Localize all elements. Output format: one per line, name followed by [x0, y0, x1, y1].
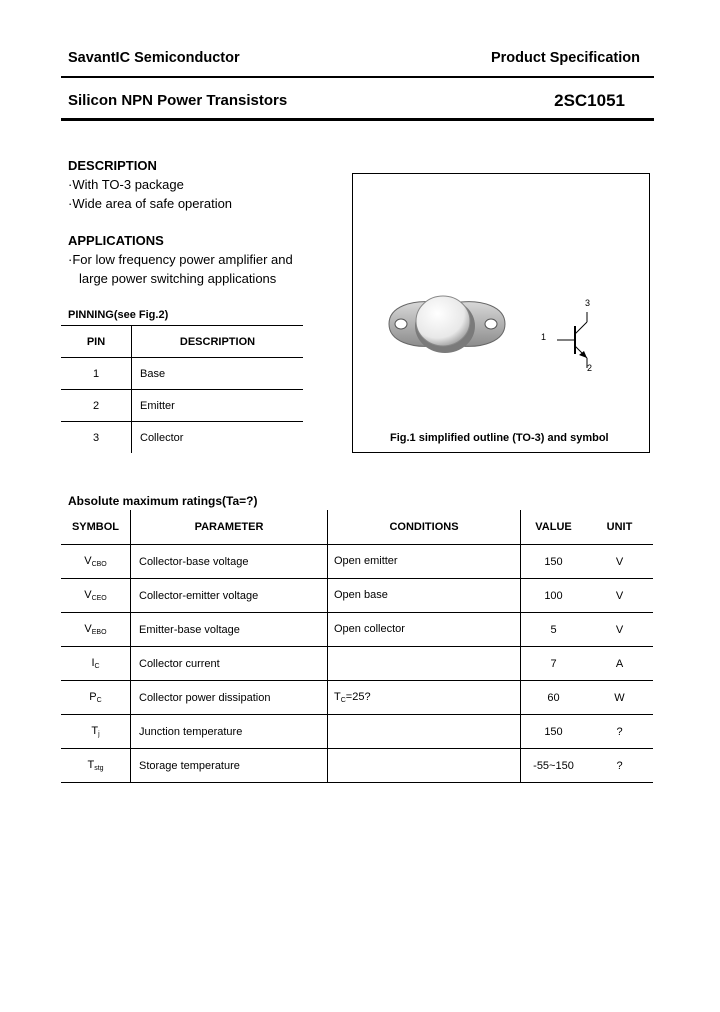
symbol-cell: $V_{CBO}$	[61, 545, 131, 579]
company-name: SavantIC Semiconductor	[68, 50, 240, 66]
parameter-column-header: PARAMETER	[131, 510, 328, 545]
table-row	[61, 422, 303, 454]
figure-caption: Fig.1 simplified outline (TO-3) and symbol	[390, 432, 609, 444]
table-row	[61, 390, 303, 422]
pin-number: 3	[61, 422, 132, 454]
pin-label-emitter: 2	[587, 363, 593, 373]
conditions-cell	[328, 647, 521, 681]
value-cell: 60	[521, 681, 587, 715]
symbol-cell: $V_{CEO}$	[61, 579, 131, 613]
unit-cell: V	[586, 545, 653, 579]
description-column-header: DESCRIPTION	[132, 326, 304, 358]
conditions-cell: Open base	[328, 579, 521, 613]
symbol-cell: $T_j$	[61, 715, 131, 749]
product-line: Silicon NPN Power Transistors	[68, 92, 288, 109]
unit-cell: V	[586, 579, 653, 613]
symbol-cell: $I_C$	[61, 647, 131, 681]
part-number: 2SC1051	[554, 91, 625, 110]
description-heading: DESCRIPTION	[68, 158, 157, 173]
pin-description: Emitter	[132, 390, 304, 422]
value-column-header: VALUE	[521, 510, 587, 545]
pin-description: Base	[132, 358, 304, 390]
applications-line: large power switching applications	[79, 271, 277, 286]
figure-box	[352, 173, 650, 453]
parameter-cell: Collector-emitter voltage	[131, 579, 328, 613]
applications-heading: APPLICATIONS	[68, 233, 164, 248]
conditions-cell: Open emitter	[328, 545, 521, 579]
unit-cell: A	[586, 647, 653, 681]
table-row	[61, 749, 653, 783]
value-cell: 150	[521, 545, 587, 579]
table-row	[61, 613, 653, 647]
pin-column-header: PIN	[61, 326, 132, 358]
pin-number: 2	[61, 390, 132, 422]
pinning-table	[61, 325, 303, 453]
parameter-cell: Collector-base voltage	[131, 545, 328, 579]
table-row	[61, 681, 653, 715]
header-divider	[61, 76, 654, 78]
transistor-symbol	[353, 174, 649, 452]
value-cell: 7	[521, 647, 587, 681]
ratings-heading: Absolute maximum ratings(Ta=?)	[68, 494, 258, 508]
conditions-cell	[328, 749, 521, 783]
parameter-cell: Junction temperature	[131, 715, 328, 749]
value-cell: -55~150	[521, 749, 587, 783]
parameter-cell: Collector current	[131, 647, 328, 681]
value-cell: 100	[521, 579, 587, 613]
conditions-cell: $T_C=25$?	[328, 681, 521, 715]
conditions-cell: Open collector	[328, 613, 521, 647]
applications-line: ·For low frequency power amplifier and	[68, 252, 293, 267]
parameter-cell: Storage temperature	[131, 749, 328, 783]
value-cell: 5	[521, 613, 587, 647]
conditions-cell	[328, 715, 521, 749]
table-row	[61, 579, 653, 613]
pin-description: Collector	[140, 431, 184, 444]
table-row	[61, 545, 653, 579]
symbol-cell: $P_C$	[61, 681, 131, 715]
parameter-cell: Emitter-base voltage	[131, 613, 328, 647]
description-item: ·With TO-3 package	[68, 177, 184, 192]
symbol-column-header: SYMBOL	[61, 510, 131, 545]
unit-column-header: UNIT	[586, 510, 653, 545]
pinning-heading: PINNING(see Fig.2)	[68, 309, 169, 321]
pin-label-collector: 3	[585, 298, 591, 308]
title-divider	[61, 118, 654, 121]
unit-cell: W	[586, 681, 653, 715]
symbol-cell: $T_{stg}$	[61, 749, 131, 783]
unit-cell: V	[586, 613, 653, 647]
symbol-cell: $V_{EBO}$	[61, 613, 131, 647]
table-row	[61, 358, 303, 390]
unit-cell: ?	[586, 715, 653, 749]
parameter-cell: Collector power dissipation	[131, 681, 328, 715]
document-type: Product Specification	[490, 50, 640, 66]
conditions-column-header: CONDITIONS	[328, 510, 521, 545]
ratings-table	[61, 510, 653, 783]
table-row	[61, 647, 653, 681]
table-row	[61, 715, 653, 749]
description-item: ·Wide area of safe operation	[68, 196, 233, 211]
unit-cell: ?	[586, 749, 653, 783]
value-cell: 150	[521, 715, 587, 749]
pin-label-base: 1	[541, 332, 547, 342]
pin-number: 1	[61, 358, 132, 390]
